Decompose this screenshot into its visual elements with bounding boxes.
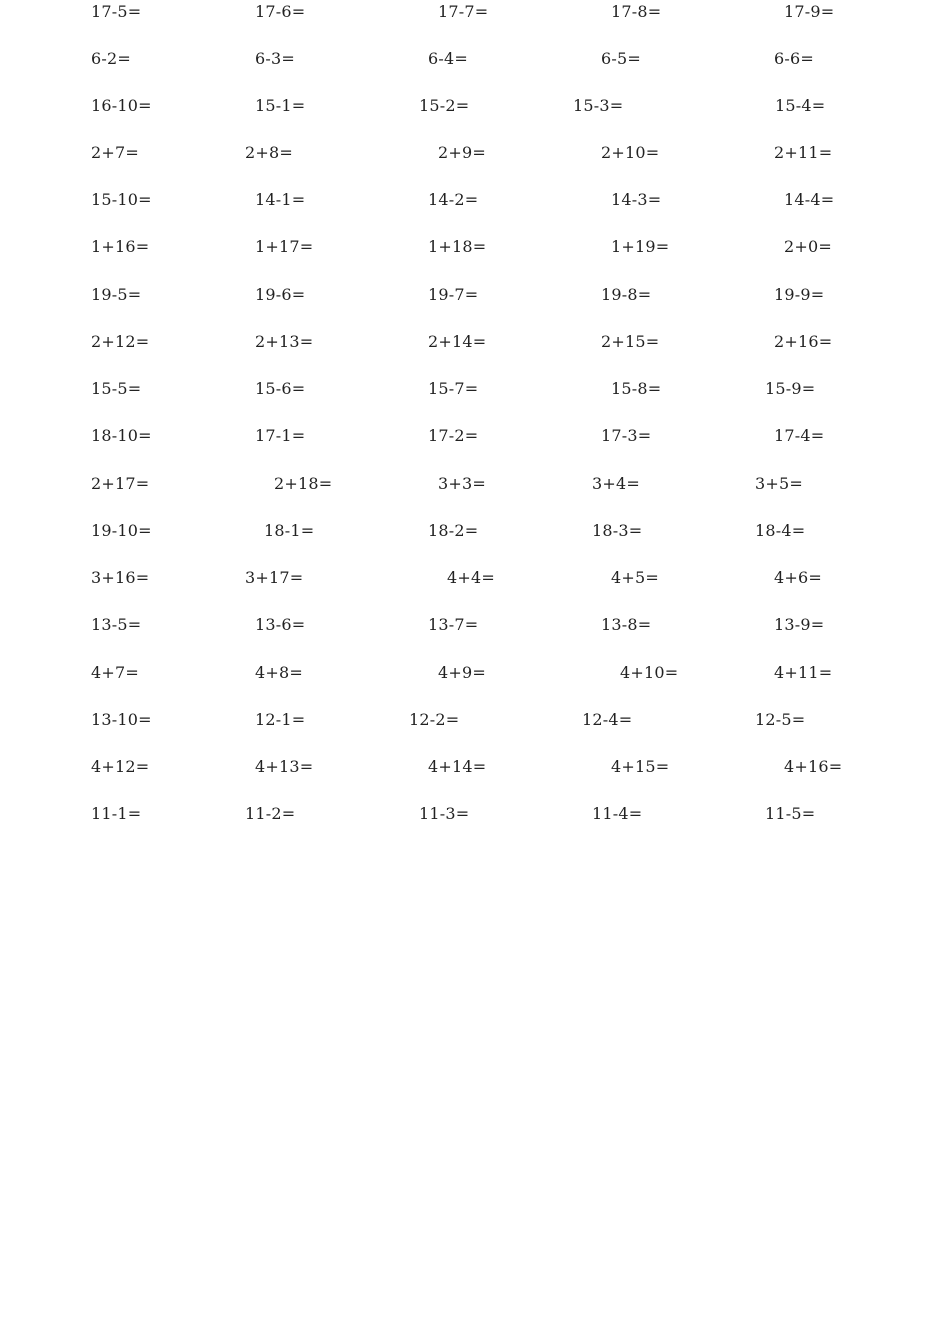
problem-row (0, 424, 950, 448)
math-problem: 15-4= (775, 96, 826, 115)
math-problem: 15-10= (91, 190, 152, 209)
math-problem: 2+9= (438, 143, 486, 162)
math-problem: 12-1= (255, 710, 306, 729)
math-problem: 17-3= (601, 426, 652, 445)
math-problem: 14-4= (784, 190, 835, 209)
math-problem: 12-5= (755, 710, 806, 729)
math-problem: 3+17= (245, 568, 304, 587)
math-problem: 2+18= (274, 474, 333, 493)
math-problem: 15-5= (91, 379, 142, 398)
math-problem: 1+19= (611, 237, 670, 256)
math-problem: 13-8= (601, 615, 652, 634)
math-problem: 14-3= (611, 190, 662, 209)
math-problem: 18-2= (428, 521, 479, 540)
math-problem: 1+18= (428, 237, 487, 256)
math-problem: 13-5= (91, 615, 142, 634)
math-problem: 14-2= (428, 190, 479, 209)
math-problem: 13-10= (91, 710, 152, 729)
math-problem: 3+5= (755, 474, 803, 493)
math-problem: 4+5= (611, 568, 659, 587)
math-problem: 17-6= (255, 2, 306, 21)
math-problem: 15-1= (255, 96, 306, 115)
math-problem: 2+7= (91, 143, 139, 162)
problem-row (0, 283, 950, 307)
problem-row (0, 802, 950, 826)
math-problem: 2+17= (91, 474, 150, 493)
math-problem: 18-4= (755, 521, 806, 540)
math-problem: 18-1= (264, 521, 315, 540)
math-problem: 13-9= (774, 615, 825, 634)
math-problem: 15-9= (765, 379, 816, 398)
math-problem: 2+0= (784, 237, 832, 256)
math-problem: 11-4= (592, 804, 643, 823)
math-problem: 11-1= (91, 804, 142, 823)
problem-row (0, 472, 950, 496)
math-problem: 4+13= (255, 757, 314, 776)
math-problem: 19-7= (428, 285, 479, 304)
math-problem: 17-1= (255, 426, 306, 445)
math-problem: 2+8= (245, 143, 293, 162)
math-problem: 19-6= (255, 285, 306, 304)
math-problem: 18-3= (592, 521, 643, 540)
math-problem: 4+9= (438, 663, 486, 682)
math-problem: 17-7= (438, 2, 489, 21)
math-problem: 19-5= (91, 285, 142, 304)
math-problem: 1+16= (91, 237, 150, 256)
problem-row (0, 613, 950, 637)
math-problem: 19-10= (91, 521, 152, 540)
problem-row (0, 566, 950, 590)
math-problem: 6-2= (91, 49, 131, 68)
math-problem: 4+15= (611, 757, 670, 776)
math-problem: 2+14= (428, 332, 487, 351)
math-problem: 18-10= (91, 426, 152, 445)
math-problem: 2+13= (255, 332, 314, 351)
math-problem: 4+10= (620, 663, 679, 682)
problem-row (0, 47, 950, 71)
math-problem: 1+17= (255, 237, 314, 256)
math-problem: 6-3= (255, 49, 295, 68)
math-problem: 13-7= (428, 615, 479, 634)
math-problem: 11-3= (419, 804, 470, 823)
math-problem: 6-5= (601, 49, 641, 68)
math-problem: 3+4= (592, 474, 640, 493)
math-problem: 2+15= (601, 332, 660, 351)
math-problem: 2+12= (91, 332, 150, 351)
math-problem: 4+14= (428, 757, 487, 776)
math-problem: 6-4= (428, 49, 468, 68)
math-problem: 2+11= (774, 143, 833, 162)
problem-row (0, 141, 950, 165)
math-problem: 19-9= (774, 285, 825, 304)
math-problem: 4+12= (91, 757, 150, 776)
math-problem: 15-8= (611, 379, 662, 398)
math-problem: 14-1= (255, 190, 306, 209)
problem-row (0, 0, 950, 24)
math-problem: 6-6= (774, 49, 814, 68)
math-problem: 4+11= (774, 663, 833, 682)
problem-row (0, 235, 950, 259)
math-problem: 11-5= (765, 804, 816, 823)
math-problem: 19-8= (601, 285, 652, 304)
problem-row (0, 661, 950, 685)
math-problem: 3+3= (438, 474, 486, 493)
problem-row (0, 377, 950, 401)
math-problem: 3+16= (91, 568, 150, 587)
math-problem: 12-4= (582, 710, 633, 729)
math-problem: 4+7= (91, 663, 139, 682)
math-problem: 2+16= (774, 332, 833, 351)
math-problem: 4+4= (447, 568, 495, 587)
math-problem: 17-9= (784, 2, 835, 21)
math-problem: 2+10= (601, 143, 660, 162)
math-problem: 4+16= (784, 757, 843, 776)
math-problem: 15-2= (419, 96, 470, 115)
math-problem: 13-6= (255, 615, 306, 634)
math-problem: 15-6= (255, 379, 306, 398)
math-problem: 17-5= (91, 2, 142, 21)
problem-row (0, 188, 950, 212)
math-problem: 4+6= (774, 568, 822, 587)
problem-row (0, 708, 950, 732)
math-problem: 15-3= (573, 96, 624, 115)
math-problem: 17-2= (428, 426, 479, 445)
math-problem: 15-7= (428, 379, 479, 398)
problem-row (0, 755, 950, 779)
math-problem: 11-2= (245, 804, 296, 823)
problem-row (0, 330, 950, 354)
math-problem: 17-4= (774, 426, 825, 445)
problem-row (0, 94, 950, 118)
problem-row (0, 519, 950, 543)
math-problem: 16-10= (91, 96, 152, 115)
math-problem: 4+8= (255, 663, 303, 682)
math-problem: 12-2= (409, 710, 460, 729)
math-problem: 17-8= (611, 2, 662, 21)
